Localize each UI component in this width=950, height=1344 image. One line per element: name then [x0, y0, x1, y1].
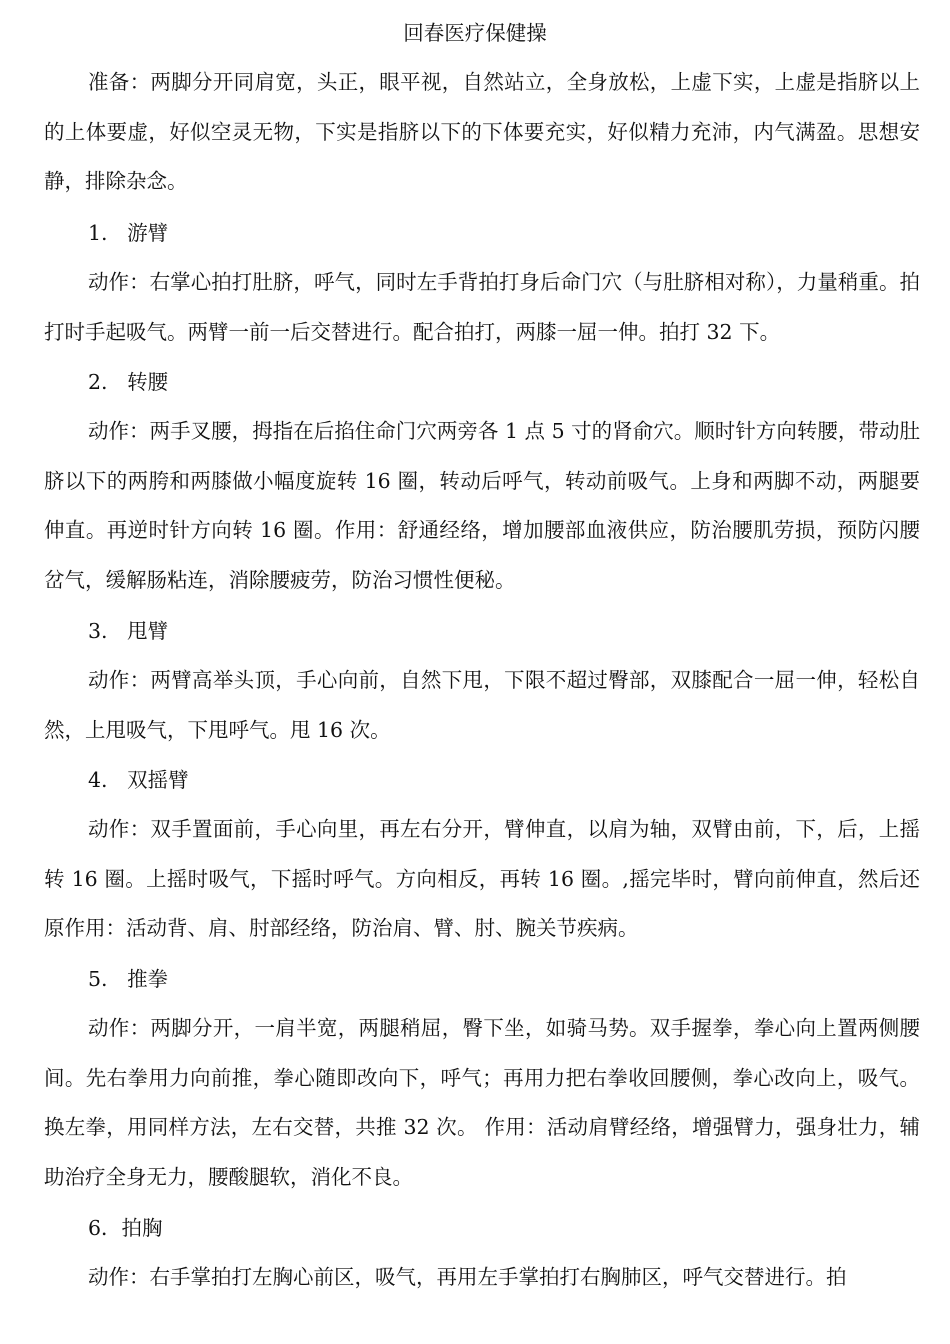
section-body-2: 动作：两手叉腰，拇指在后掐住命门穴两旁各 1 点 5 寸的肾俞穴。顺时针方向转腰，带动肚脐以下的两胯和两膝做小幅度旋转 16 圈，转动后呼气，转动前吸气。上身和两脚不动，两腿要伸直。再逆时针方向转 16 圈。作用：舒通经络，增加腰部血液供应，防治腰肌劳损，预防闪腰岔气，缓解肠粘连，消除腰疲劳，防治习惯性便秘。	[44, 419, 920, 593]
section-body-3: 动作：两臂高举头顶，手心向前，自然下甩，下限不超过臀部，双膝配合一屈一伸，轻松自然，上甩吸气，下甩呼气。甩 16 次。	[44, 668, 920, 742]
section-heading-1: 1. 游臂	[88, 221, 169, 245]
section-heading-2: 2. 转腰	[88, 370, 169, 394]
section-body-6: 动作：右手掌拍打左胸心前区，吸气，再用左手掌拍打右胸肺区，呼气交替进行。拍	[88, 1265, 847, 1289]
section-body-1: 动作：右掌心拍打肚脐，呼气，同时左手背拍打身后命门穴（与肚脐相对称），力量稍重。拍打时手起吸气。两臂一前一后交替进行。配合拍打，两膝一屈一伸。拍打 32 下。	[44, 270, 920, 344]
intro-paragraph: 准备：两脚分开同肩宽，头正，眼平视，自然站立，全身放松，上虚下实，上虚是指脐以上的上体要虚，好似空灵无物，下实是指脐以下的下体要充实，好似精力充沛，内气满盈。思想安静，排除杂念。	[44, 70, 920, 194]
section-heading-3: 3. 甩臂	[88, 619, 169, 643]
section-heading-4: 4. 双摇臂	[88, 768, 189, 792]
section-body-4: 动作：双手置面前，手心向里，再左右分开，臂伸直，以肩为轴，双臂由前，下，后，上摇转 16 圈。上摇时吸气，下摇时呼气。方向相反，再转 16 圈。,摇完毕时，臂向前伸直，然后还原作用：活动背、肩、肘部经络，防治肩、臂、肘、腕关节疾病。	[44, 817, 920, 941]
document-title: 回春医疗保健操	[403, 21, 547, 45]
section-heading-6: 6．拍胸	[88, 1216, 163, 1240]
section-heading-5: 5. 推拳	[88, 967, 169, 991]
section-body-5: 动作：两脚分开，一肩半宽，两腿稍屈，臀下坐，如骑马势。双手握拳，拳心向上置两侧腰间。先右拳用力向前推，拳心随即改向下，呼气；再用力把右拳收回腰侧，拳心改向上，吸气。换左拳，用同样方法，左右交替，共推 32 次。 作用：活动肩臂经络，增强臂力，强身壮力，辅助治疗全身无力，腰酸腿软，消化不良。	[44, 1016, 920, 1190]
